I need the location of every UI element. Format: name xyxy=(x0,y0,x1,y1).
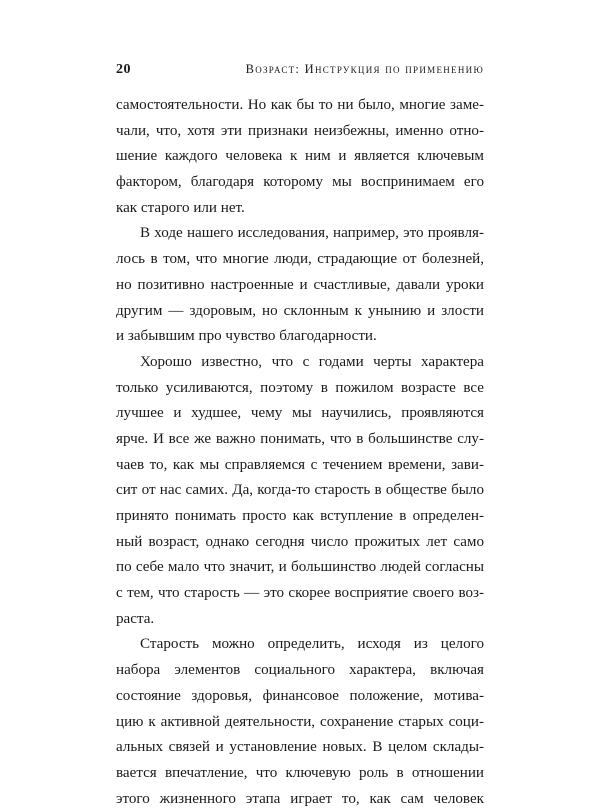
text-line: только усиливаются, поэтому в пожилом возрасте все xyxy=(116,379,484,396)
text-line: ярче. И все же важно понимать, что в большинстве слу- xyxy=(116,430,484,447)
text-line: с тем, что старость — это скорее восприятие своего воз- xyxy=(116,585,484,602)
paragraph-1 xyxy=(116,93,484,221)
text-line: лось в том, что многие люди, страдающие от болезней, xyxy=(116,251,484,268)
text-line: Хорошо известно, что с годами черты характера xyxy=(140,353,484,370)
text-line: ный возраст, однако сегодня число прожитых лет само xyxy=(116,533,484,550)
running-title: Возраст: Инструкция по применению xyxy=(245,62,484,76)
text-line: как старого или нет. xyxy=(116,199,245,216)
text-line: шение каждого человека к ним и является ключевым xyxy=(116,148,484,165)
text-line: чаев то, как мы справляемся с течением времени, зави- xyxy=(116,456,484,473)
text-line: но позитивно настроенные и счастливые, давали уроки xyxy=(116,276,484,293)
text-line: самостоятельности. Но как бы то ни было, многие заме- xyxy=(116,97,484,113)
text-line: этого жизненного этапа играет то, как сам человек xyxy=(116,790,484,807)
text-line: по себе мало что значит, и большинство людей согласны xyxy=(116,559,484,576)
running-header xyxy=(116,62,484,82)
text-line: В ходе нашего исследования, например, это проявля- xyxy=(140,225,484,242)
text-line: набора элементов социального характера, включая xyxy=(116,662,484,679)
text-line: чали, что, хотя эти признаки неизбежны, именно отно- xyxy=(116,122,484,139)
paragraph-4 xyxy=(116,632,484,812)
text-line: Старость можно определить, исходя из целого xyxy=(140,636,484,653)
page-number: 20 xyxy=(116,62,131,77)
text-line: цию к активной деятельности, сохранение старых соци- xyxy=(116,713,484,730)
text-line: раста. xyxy=(116,610,155,627)
paragraph-3 xyxy=(116,350,484,633)
text-line: лучшее и худшее, чему мы научились, проявляются xyxy=(116,405,484,422)
paragraph-2 xyxy=(116,221,484,349)
text-line: и забывшим про чувство благодарности. xyxy=(116,328,377,345)
body-text xyxy=(116,93,484,812)
text-line: сит от нас самих. Да, когда-то старость в обществе было xyxy=(116,482,484,499)
text-line: вается впечатление, что ключевую роль в отношении xyxy=(116,764,484,781)
text-line: альных связей и установление новых. В целом склады- xyxy=(116,739,484,756)
text-line: состояние здоровья, финансовое положение, мотива- xyxy=(116,687,484,704)
text-line: другим — здоровым, но склонным к унынию и злости xyxy=(116,302,484,319)
text-line: фактором, благодаря которому мы воспринимаем его xyxy=(116,174,484,191)
text-line: принято понимать просто как вступление в определен- xyxy=(116,508,484,524)
